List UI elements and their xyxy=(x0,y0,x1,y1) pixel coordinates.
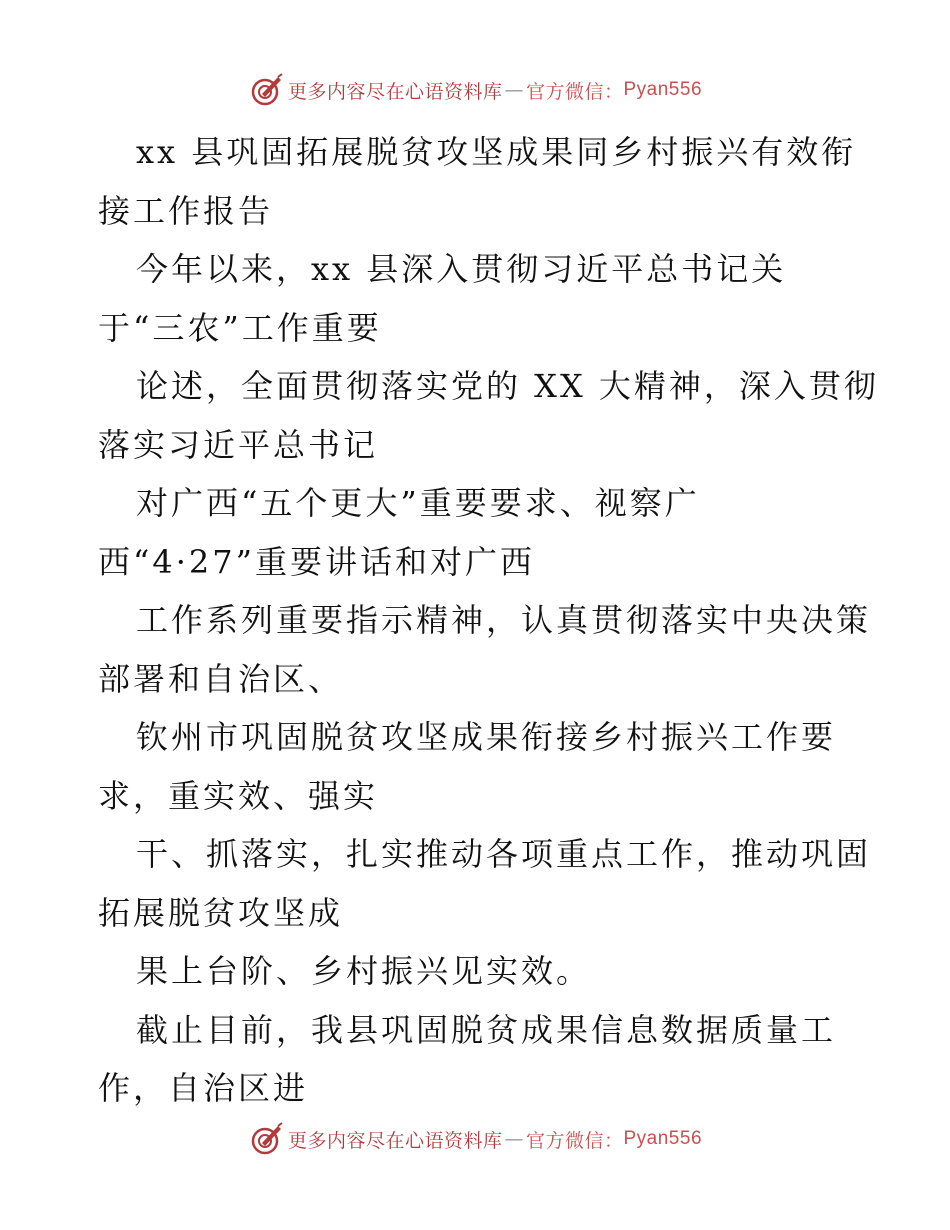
document-body xyxy=(98,123,878,1118)
header-watermark-banner xyxy=(0,70,950,110)
quill-logo-icon xyxy=(248,1121,284,1157)
doc-line: 作，自治区进 xyxy=(98,1069,309,1107)
doc-line: 部署和自治区、 xyxy=(98,659,344,698)
wechat-label: 官方微信： xyxy=(525,80,624,103)
footer-watermark-banner xyxy=(0,1119,950,1159)
wechat-id: Pyan556 xyxy=(623,79,703,100)
doc-line: 钦州市巩固脱贫攻坚成果衔接乡村振兴工作要 xyxy=(136,718,837,756)
brand-text: 更多内容尽在心语资料库 xyxy=(287,1129,503,1152)
doc-line: 论述，全面贯彻落实党的 XX 大精神，深入贯彻 xyxy=(136,367,879,405)
banner-separator: — xyxy=(504,1128,524,1150)
doc-line: 西“4·27”重要讲话和对广西 xyxy=(98,542,535,581)
quill-logo-icon xyxy=(248,72,284,108)
wechat-id: Pyan556 xyxy=(623,1128,703,1149)
doc-line: 落实习近平总书记 xyxy=(98,425,379,464)
doc-line: 果上台阶、乡村振兴见实效。 xyxy=(136,952,592,990)
doc-line: 截止目前，我县巩固脱贫成果信息数据质量工 xyxy=(136,1010,837,1049)
doc-line: 对广西“五个更大”重要要求、视察广 xyxy=(136,484,700,522)
doc-line: 接工作报告 xyxy=(98,191,274,230)
doc-line: xx 县巩固拓展脱贫攻坚成果同乡村振兴有效衔 xyxy=(136,133,857,171)
doc-line: 于“三农”工作重要 xyxy=(98,308,382,347)
doc-line: 工作系列重要指示精神，认真贯彻落实中央决策 xyxy=(136,601,872,639)
doc-line: 拓展脱贫攻坚成 xyxy=(98,893,344,932)
banner-separator: — xyxy=(504,79,524,101)
doc-line: 干、抓落实，扎实推动各项重点工作，推动巩固 xyxy=(136,835,872,873)
doc-line: 今年以来，xx 县深入贯彻习近平总书记关 xyxy=(136,250,787,288)
doc-line: 求，重实效、强实 xyxy=(98,776,379,815)
brand-text: 更多内容尽在心语资料库 xyxy=(287,80,503,103)
wechat-label: 官方微信： xyxy=(525,1129,624,1152)
